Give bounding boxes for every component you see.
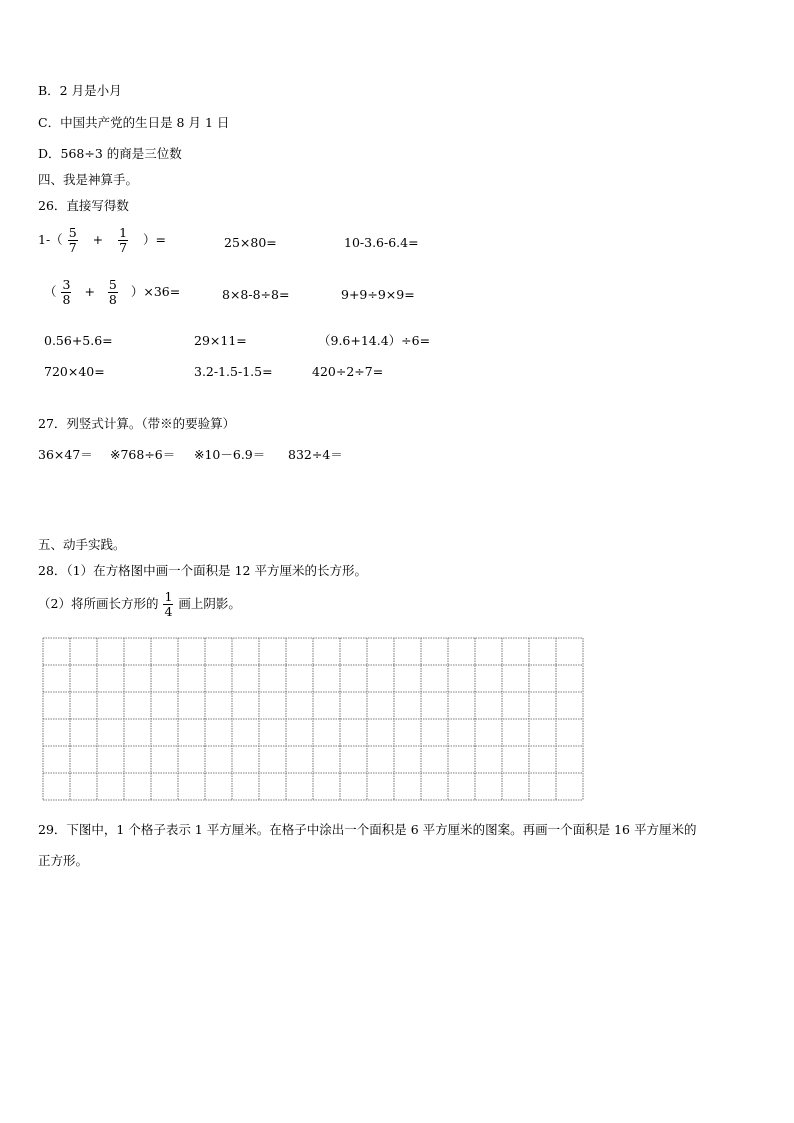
q26-row1-expr1: [38, 226, 166, 255]
part2-prefix: （2）将所画长方形的: [38, 596, 159, 611]
paren-open: （: [44, 284, 57, 299]
q27-item: 36×47＝: [38, 447, 93, 462]
fraction: [162, 590, 174, 619]
fraction-numerator: 5: [68, 225, 77, 240]
q27-item: ※10－6.9＝: [194, 447, 266, 462]
q26-row4-expr3: 420÷2÷7=: [312, 364, 384, 379]
fraction: [67, 226, 79, 255]
paren-open: 1-（: [38, 232, 63, 247]
q26-row3-expr3: （9.6+14.4）÷6=: [318, 333, 431, 348]
fraction-denominator: 8: [62, 292, 71, 307]
option-b: B．2 月是小月: [38, 83, 122, 98]
plus-sign: +: [84, 284, 95, 299]
fraction: [117, 226, 129, 255]
option-d: D．568÷3 的商是三位数: [38, 146, 182, 161]
q27-item: ※768÷6＝: [110, 447, 176, 462]
part2-suffix: 画上阴影。: [178, 596, 241, 611]
question-29-line2: 正方形。: [38, 853, 89, 868]
fraction-numerator: 5: [108, 277, 117, 292]
plus-sign: +: [92, 232, 104, 247]
fraction-numerator: 1: [164, 589, 173, 604]
fraction: [107, 278, 119, 307]
fraction-denominator: 8: [108, 292, 117, 307]
q26-row2-expr3: 9+9÷9×9=: [341, 287, 415, 302]
question-28-part1: 28．（1）在方格图中画一个面积是 12 平方厘米的长方形。: [38, 563, 367, 578]
question-26-title: 26．直接写得数: [38, 198, 129, 213]
question-28-part2: [38, 590, 241, 619]
fraction-denominator: 7: [119, 240, 128, 255]
paren-close: ）=: [143, 232, 167, 247]
q26-row2-expr1: [44, 278, 180, 307]
option-c: C．中国共产党的生日是 8 月 1 日: [38, 115, 230, 130]
section-5-title: 五、动手实践。: [38, 537, 126, 552]
q26-row2-expr2: 8×8-8÷8=: [222, 287, 290, 302]
paren-close: ）×36=: [130, 284, 181, 299]
q26-row4-expr1: 720×40=: [44, 364, 105, 379]
q26-row4-expr2: 3.2-1.5-1.5=: [194, 364, 273, 379]
q26-row3-expr1: 0.56+5.6=: [44, 333, 113, 348]
q26-row1-expr2: 25×80=: [224, 235, 277, 250]
q27-item: 832÷4＝: [288, 447, 343, 462]
section-4-title: 四、我是神算手。: [38, 172, 139, 187]
fraction-numerator: 1: [119, 225, 128, 240]
q26-row3-expr2: 29×11=: [194, 333, 247, 348]
fraction-denominator: 7: [68, 240, 77, 255]
square-grid[interactable]: [42, 637, 584, 803]
fraction: [61, 278, 73, 307]
question-29-line1: 29．下图中，1 个格子表示 1 平方厘米。在格子中涂出一个面积是 6 平方厘米的图案。再画一个面积是 16 平方厘米的: [38, 822, 697, 837]
fraction-denominator: 4: [164, 604, 173, 619]
question-27-title: 27．列竖式计算。（带※的要验算）: [38, 416, 236, 431]
q26-row1-expr3: 10-3.6-6.4=: [344, 235, 419, 250]
fraction-numerator: 3: [62, 277, 71, 292]
